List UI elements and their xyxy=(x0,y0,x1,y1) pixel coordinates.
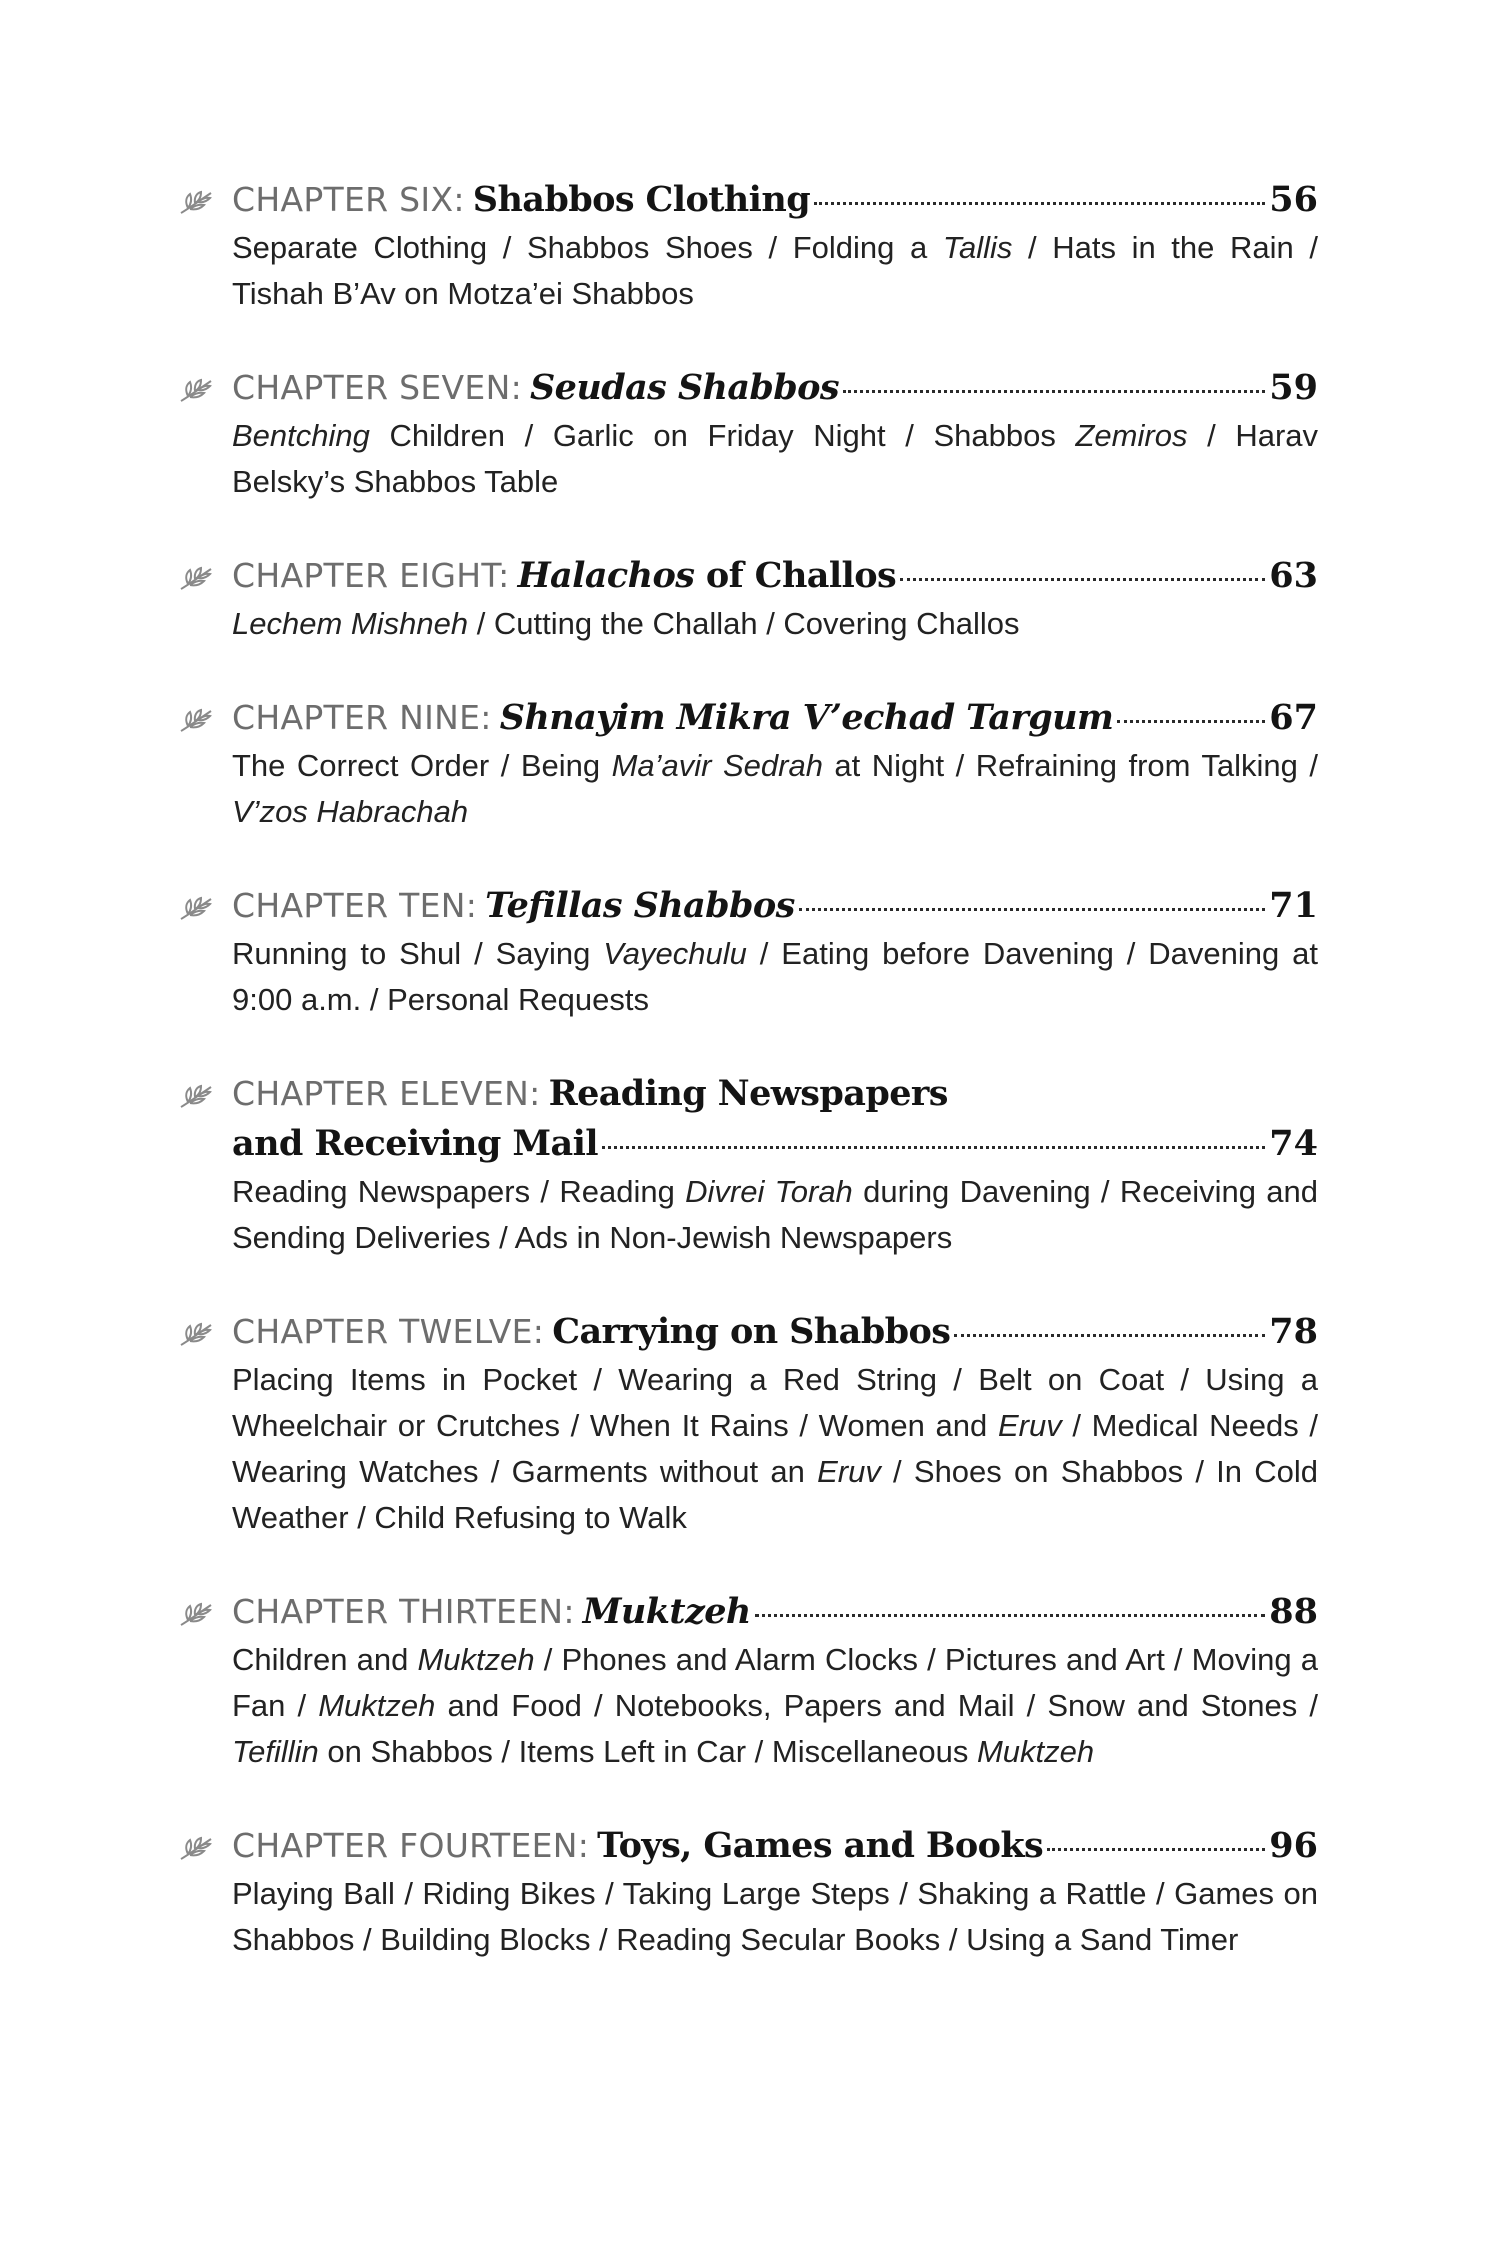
chapter-topics xyxy=(232,1871,1318,1963)
chapter-heading xyxy=(232,693,1318,743)
topic-text: Tefillin xyxy=(232,1734,319,1769)
table-of-contents xyxy=(232,175,1318,2009)
topic-text: Divrei Torah xyxy=(685,1174,853,1209)
chapter-topics xyxy=(232,1637,1318,1775)
topic-text: Zemiros xyxy=(1075,418,1188,453)
toc-entry[interactable] xyxy=(232,1821,1318,1963)
dot-leader xyxy=(1117,720,1265,723)
page-number: 96 xyxy=(1269,1825,1318,1866)
topic-text: Reading Newspapers / Reading xyxy=(232,1174,686,1209)
chapter-topics xyxy=(232,1357,1318,1541)
chapter-heading xyxy=(232,1307,1318,1357)
dot-leader xyxy=(602,1146,1265,1149)
chapter-title xyxy=(473,175,810,225)
fleuron-icon xyxy=(178,707,214,735)
dot-leader xyxy=(1047,1848,1265,1851)
chapter-label: CHAPTER EIGHT: xyxy=(232,556,510,595)
page-number: 88 xyxy=(1269,1591,1318,1632)
chapter-title-part: Shabbos Clothing xyxy=(472,179,811,220)
chapter-title-part: Seudas Shabbos xyxy=(530,367,840,408)
chapter-title-part: Toys, Games and Books xyxy=(597,1825,1044,1866)
chapter-title-part: Muktzeh xyxy=(582,1591,751,1632)
chapter-heading xyxy=(232,551,1318,601)
page-number: 71 xyxy=(1269,885,1318,926)
topic-text: Muktzeh xyxy=(318,1688,436,1723)
fleuron-icon xyxy=(178,1321,214,1349)
chapter-title xyxy=(552,1307,950,1357)
chapter-title xyxy=(530,363,839,413)
toc-entry[interactable] xyxy=(232,1069,1318,1261)
dot-leader xyxy=(799,908,1266,911)
dot-leader xyxy=(900,578,1265,581)
topic-text: Separate Clothing / Shabbos Shoes / Folding a xyxy=(232,230,943,265)
topic-text: Eruv xyxy=(997,1408,1062,1443)
dot-leader xyxy=(843,390,1265,393)
chapter-title xyxy=(485,881,795,931)
toc-entry[interactable] xyxy=(232,693,1318,835)
fleuron-icon xyxy=(178,895,214,923)
page-number: 78 xyxy=(1269,1311,1318,1352)
toc-entry[interactable] xyxy=(232,1307,1318,1541)
topic-text: Ma’avir Sedrah xyxy=(611,748,823,783)
toc-entry[interactable] xyxy=(232,881,1318,1023)
topic-text: Children / Garlic on Friday Night / Shabbos xyxy=(369,418,1076,453)
chapter-label: CHAPTER SEVEN: xyxy=(232,368,522,407)
topic-text: Bentching xyxy=(232,418,370,453)
toc-entry[interactable] xyxy=(232,363,1318,505)
dot-leader xyxy=(814,202,1265,205)
chapter-heading xyxy=(232,1069,1318,1119)
topic-text: during Davening / Receiving and Sending Deliveries / Ads in Non-Jewish Newspapers xyxy=(232,1174,1318,1255)
page-number: 56 xyxy=(1269,179,1318,220)
chapter-label: CHAPTER SIX: xyxy=(232,180,465,219)
chapter-topics xyxy=(232,413,1318,505)
chapter-title-line2: and Receiving Mail xyxy=(232,1123,598,1164)
chapter-title-part: of Challos xyxy=(694,555,897,596)
topic-text: and Food / Notebooks, Papers and Mail / Snow and Stones / xyxy=(435,1688,1318,1723)
chapter-label: CHAPTER TWELVE: xyxy=(232,1312,545,1351)
chapter-title-part: Tefillas Shabbos xyxy=(485,885,795,926)
chapter-heading xyxy=(232,1821,1318,1871)
dot-leader xyxy=(954,1334,1265,1337)
chapter-title xyxy=(583,1587,751,1637)
topic-text: Children and xyxy=(232,1642,418,1677)
topic-text: V’zos Habrachah xyxy=(232,794,469,829)
page-number: 74 xyxy=(1269,1123,1318,1164)
chapter-heading-line2 xyxy=(232,1119,1318,1169)
chapter-title-part: Carrying on Shabbos xyxy=(552,1311,951,1352)
chapter-title-part: Reading Newspapers xyxy=(548,1073,948,1114)
topic-text: Muktzeh xyxy=(976,1734,1095,1769)
topic-text: / Medical Needs / Wearing Watches / Garments without an xyxy=(232,1408,1319,1489)
topic-text: / Hats in the Rain / Tishah B’Av on Motza’ei Shabbos xyxy=(232,230,1318,311)
page-number: 63 xyxy=(1269,555,1318,596)
chapter-title xyxy=(549,1069,948,1119)
chapter-title xyxy=(500,693,1114,743)
fleuron-icon xyxy=(178,1083,214,1111)
page-number: 67 xyxy=(1269,697,1318,738)
topic-text: on Shabbos / Items Left in Car / Miscellaneous xyxy=(318,1734,977,1769)
topic-text: Playing Ball / Riding Bikes / Taking Large Steps / Shaking a Rattle / Games on Shabbos / Building Blocks / Reading Secular Books / Using a Sand Timer xyxy=(232,1876,1318,1957)
chapter-heading xyxy=(232,1587,1318,1637)
chapter-label: CHAPTER NINE: xyxy=(232,698,492,737)
chapter-title xyxy=(597,1821,1043,1871)
chapter-label: CHAPTER THIRTEEN: xyxy=(232,1592,575,1631)
toc-entry[interactable] xyxy=(232,1587,1318,1775)
fleuron-icon xyxy=(178,377,214,405)
chapter-label: CHAPTER TEN: xyxy=(232,886,478,925)
chapter-title-part: Shnayim Mikra V’echad Targum xyxy=(499,697,1114,738)
topic-text: / Eating before Davening / Davening at 9:00 a.m. / Personal Requests xyxy=(232,936,1319,1017)
chapter-heading xyxy=(232,175,1318,225)
fleuron-icon xyxy=(178,189,214,217)
chapter-label: CHAPTER FOURTEEN: xyxy=(232,1826,590,1865)
chapter-label: CHAPTER ELEVEN: xyxy=(232,1074,541,1113)
topic-text: The Correct Order / Being xyxy=(232,748,612,783)
chapter-title xyxy=(518,551,897,601)
fleuron-icon xyxy=(178,565,214,593)
topic-text: Muktzeh xyxy=(417,1642,535,1677)
topic-text: Placing Items in Pocket / Wearing a Red String / Belt on Coat / Using a Wheelchair or Crutches / When It Rains / Women and xyxy=(232,1362,1318,1443)
chapter-topics xyxy=(232,743,1318,835)
page-number: 59 xyxy=(1269,367,1318,408)
topic-text: at Night / Refraining from Talking / xyxy=(822,748,1319,783)
chapter-topics xyxy=(232,931,1318,1023)
toc-entry[interactable] xyxy=(232,551,1318,647)
topic-text: Lechem Mishneh xyxy=(232,606,469,641)
chapter-title-part: Halachos xyxy=(517,555,695,596)
chapter-heading xyxy=(232,881,1318,931)
chapter-topics xyxy=(232,601,1318,647)
chapter-topics xyxy=(232,1169,1318,1261)
topic-text: Vayechulu xyxy=(603,936,747,971)
fleuron-icon xyxy=(178,1601,214,1629)
topic-text: Running to Shul / Saying xyxy=(232,936,604,971)
toc-entry[interactable] xyxy=(232,175,1318,317)
topic-text: / Shoes on Shabbos / In Cold Weather / Child Refusing to Walk xyxy=(232,1454,1318,1535)
fleuron-icon xyxy=(178,1835,214,1863)
dot-leader xyxy=(755,1614,1266,1617)
topic-text: Eruv xyxy=(817,1454,881,1489)
chapter-heading xyxy=(232,363,1318,413)
topic-text: / Phones and Alarm Clocks / Pictures and Art / Moving a Fan / xyxy=(232,1642,1318,1723)
topic-text: / Cutting the Challah / Covering Challos xyxy=(468,606,1020,641)
chapter-topics xyxy=(232,225,1318,317)
topic-text: Tallis xyxy=(942,230,1013,265)
topic-text: / Harav Belsky’s Shabbos Table xyxy=(232,418,1319,499)
